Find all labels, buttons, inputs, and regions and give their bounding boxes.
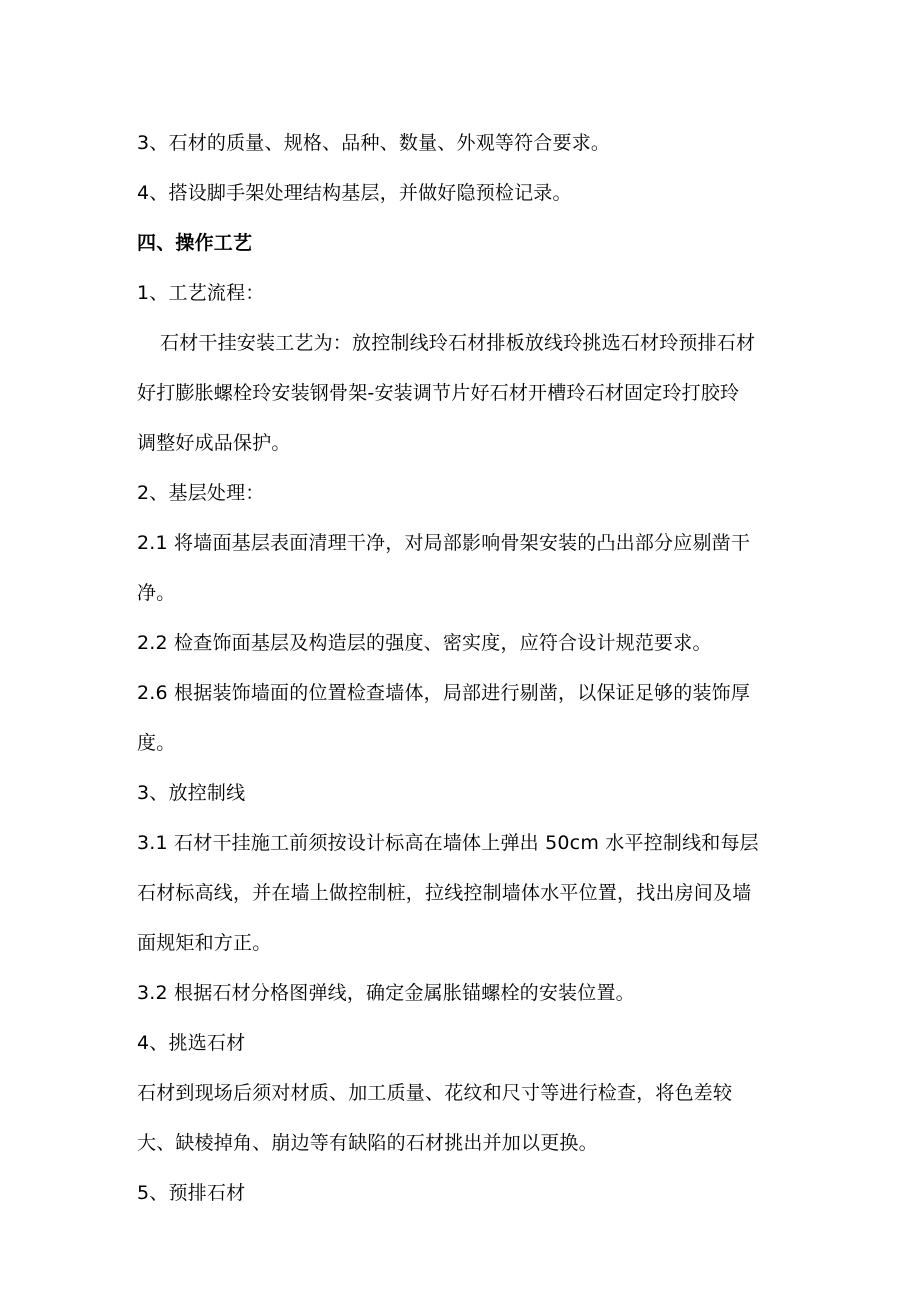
item-3-2: 3.2 根据石材分格图弹线，确定金属胀锚螺栓的安装位置。 <box>137 982 635 1004</box>
text-line-item-3-stone-quality: 3、石材的质量、规格、品种、数量、外观等符合要求。 <box>137 132 611 154</box>
item-3-1-line-2: 石材标高线，并在墙上做控制桩，拉线控制墙体水平位置，找出房间及墙 <box>137 882 752 904</box>
paragraph-process-line-1: 石材干挂安装工艺为：放控制线玲石材排板放线玲挑选石材玲预排石材 <box>160 332 756 354</box>
text-line-item-4-scaffolding: 4、搭设脚手架处理结构基层，并做好隐预检记录。 <box>137 182 572 204</box>
subheading-select-stone: 4、挑选石材 <box>137 1032 246 1054</box>
item-2-1-line-2: 净。 <box>137 582 176 604</box>
paragraph-select-stone-line-1: 石材到现场后须对材质、加工质量、花纹和尺寸等进行检查，将色差较 <box>137 1082 733 1104</box>
item-3-1-line-1: 3.1 石材干挂施工前须按设计标高在墙体上弹出 50cm 水平控制线和每层 <box>137 832 759 854</box>
subheading-process-flow: 1、工艺流程： <box>137 282 265 304</box>
item-2-1-line-1: 2.1 将墙面基层表面清理干净，对局部影响骨架安装的凸出部分应剔凿干 <box>137 532 751 554</box>
item-2-2: 2.2 检查饰面基层及构造层的强度、密实度，应符合设计规范要求。 <box>137 632 712 654</box>
paragraph-process-line-2: 好打膨胀螺栓玲安装钢骨架-安装调节片好石材开槽玲石材固定玲打胶玲 <box>137 382 740 404</box>
section-heading-operation-process: 四、操作工艺 <box>137 232 253 254</box>
paragraph-select-stone-line-2: 大、缺棱掉角、崩边等有缺陷的石材挑出并加以更换。 <box>137 1132 598 1154</box>
item-2-6-line-1: 2.6 根据装饰墙面的位置检查墙体，局部进行剔凿，以保证足够的装饰厚 <box>137 682 751 704</box>
subheading-base-treatment: 2、基层处理： <box>137 482 265 504</box>
subheading-prearrange-stone: 5、预排石材 <box>137 1182 246 1204</box>
subheading-control-line: 3、放控制线 <box>137 782 246 804</box>
item-2-6-line-2: 度。 <box>137 732 176 754</box>
paragraph-process-line-3: 调整好成品保护。 <box>137 432 291 454</box>
item-3-1-line-3: 面规矩和方正。 <box>137 932 272 954</box>
